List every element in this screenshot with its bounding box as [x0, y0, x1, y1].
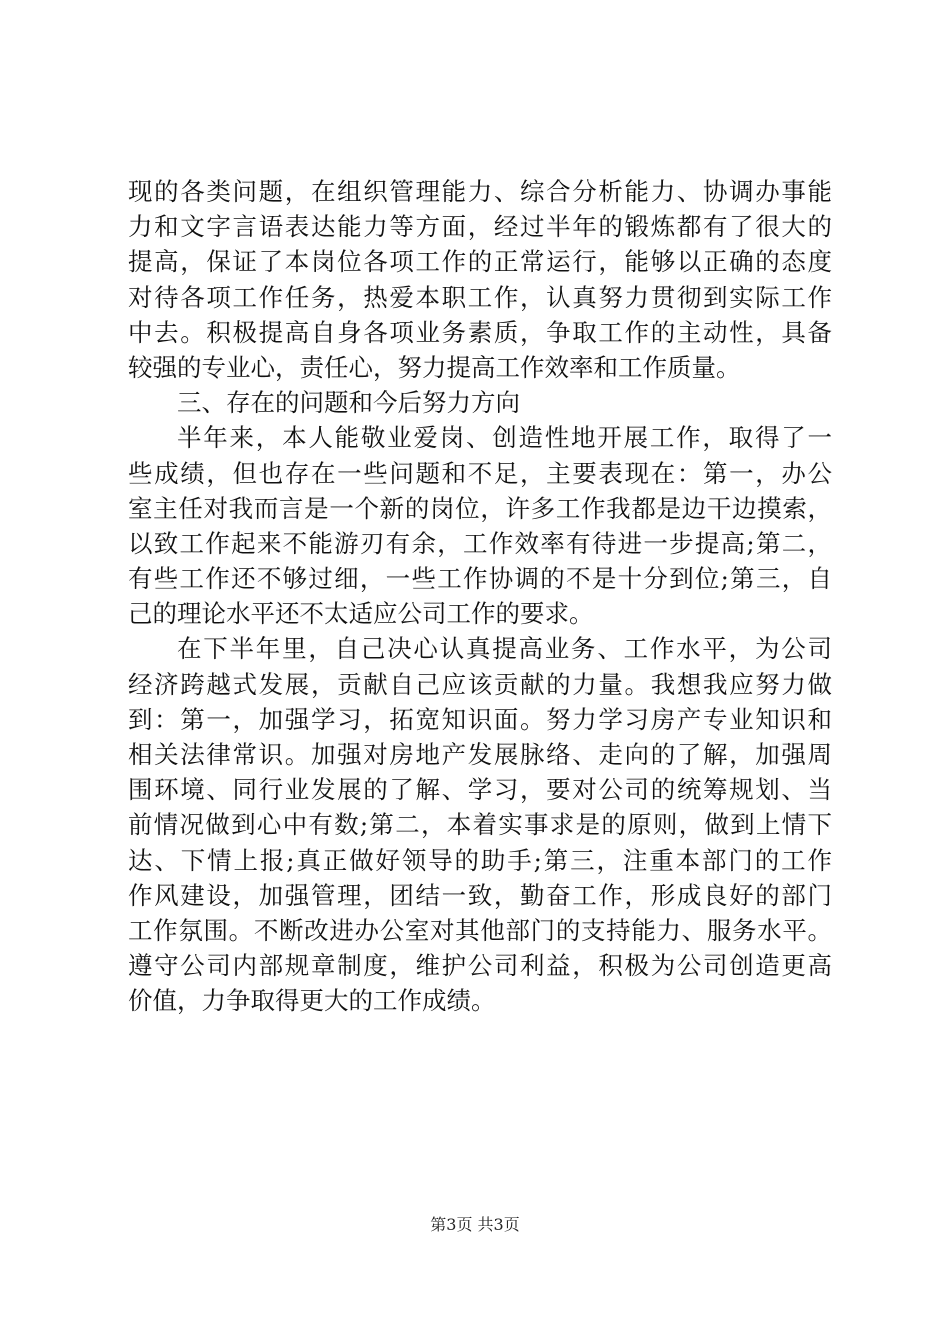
page-footer [0, 1212, 950, 1235]
text-line: 三、存在的问题和今后努力方向 [177, 388, 520, 418]
text-line: 半年来，本人能敬业爱岗、创造性地开展工作，取得了一 [177, 423, 832, 453]
text-line: 现的各类问题，在组织管理能力、综合分析能力、协调办事能 [128, 177, 832, 206]
text-line: 作风建设，加强管理，团结一致，勤奋工作，形成良好的部门 [128, 880, 832, 910]
text-line: 到：第一，加强学习，拓宽知识面。努力学习房产专业知识和 [128, 704, 832, 734]
section-heading-problems-direction [128, 385, 832, 420]
text-line: 相关法律常识。加强对房地产发展脉络、走向的了解，加强周 [128, 740, 832, 769]
paragraph-ability-summary [128, 174, 832, 385]
text-line: 对待各项工作任务，热爱本职工作，认真努力贯彻到实际工作 [128, 282, 832, 312]
paragraph-problems [128, 420, 832, 631]
text-line: 室主任对我而言是一个新的岗位，许多工作我都是边干边摸索， [128, 493, 832, 523]
document-body [128, 174, 832, 1019]
paragraph-future-plan [128, 631, 832, 1018]
text-line: 在下半年里，自己决心认真提高业务、工作水平，为公司 [177, 634, 832, 664]
text-line: 较强的专业心，责任心，努力提高工作效率和工作质量。 [128, 352, 741, 382]
text-line: 以致工作起来不能游刃有余，工作效率有待进一步提高;第二， [128, 528, 832, 558]
text-line: 达、下情上报;真正做好领导的助手;第三，注重本部门的工作 [128, 845, 832, 875]
text-line: 价值，力争取得更大的工作成绩。 [128, 986, 496, 1016]
text-line: 己的理论水平还不太适应公司工作的要求。 [128, 599, 594, 629]
text-line: 工作氛围。不断改进办公室对其他部门的支持能力、服务水平。 [128, 915, 832, 945]
text-line: 些成绩，但也存在一些问题和不足，主要表现在：第一，办公 [128, 458, 832, 488]
text-line: 遵守公司内部规章制度，维护公司利益，积极为公司创造更高 [128, 951, 832, 981]
text-line: 前情况做到心中有数;第二，本着实事求是的原则，做到上情下 [128, 810, 832, 840]
page-number-label: 第3页 共3页 [430, 1215, 520, 1234]
text-line: 围环境、同行业发展的了解、学习，要对公司的统筹规划、当 [128, 775, 832, 805]
text-line: 中去。积极提高自身各项业务素质，争取工作的主动性，具备 [128, 317, 832, 347]
text-line: 提高，保证了本岗位各项工作的正常运行，能够以正确的态度 [128, 247, 832, 277]
text-line: 力和文字言语表达能力等方面，经过半年的锻炼都有了很大的 [128, 212, 832, 242]
text-line: 有些工作还不够过细，一些工作协调的不是十分到位;第三，自 [128, 564, 832, 594]
text-line: 经济跨越式发展，贡献自己应该贡献的力量。我想我应努力做 [128, 669, 832, 699]
